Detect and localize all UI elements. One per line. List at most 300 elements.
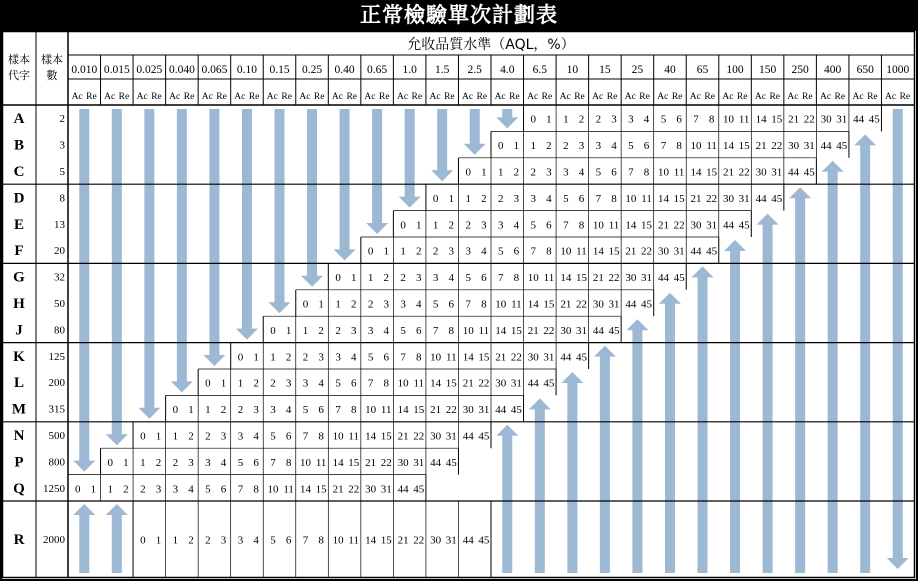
re-value: 6 — [285, 534, 292, 547]
ac-value: 30 — [788, 140, 800, 153]
re-value: 6 — [481, 272, 487, 285]
ac-value: 5 — [400, 324, 406, 337]
re-value: 22 — [771, 140, 783, 153]
sample-letter: H — [13, 296, 25, 312]
re-value: 22 — [803, 113, 815, 126]
aql-level-label: 0.15 — [269, 64, 290, 76]
re-value: 31 — [575, 324, 587, 337]
re-label: Re — [801, 92, 813, 102]
aql-level-label: 0.65 — [367, 64, 388, 76]
ac-value: 5 — [335, 377, 341, 390]
re-value: 3 — [416, 272, 422, 285]
re-label: Re — [639, 92, 650, 102]
re-value: 15 — [380, 534, 392, 547]
ac-value: 7 — [498, 272, 504, 285]
sample-size: 200 — [48, 377, 65, 390]
sample-size: 50 — [54, 298, 65, 310]
re-label: Re — [769, 92, 781, 102]
ac-value: 30 — [430, 534, 442, 547]
re-value: 6 — [676, 113, 682, 126]
re-value: 3 — [318, 351, 324, 364]
ac-value: 30 — [723, 192, 735, 205]
ac-value: 2 — [172, 456, 179, 469]
ac-value: 10 — [300, 456, 312, 469]
ac-value: 1 — [367, 272, 374, 285]
ac-value: 1 — [432, 219, 439, 232]
ac-value: 0 — [205, 377, 211, 390]
aql-level-label: 2.5 — [467, 64, 482, 76]
re-value: 6 — [643, 140, 650, 153]
re-value: 15 — [706, 166, 718, 179]
re-value: 2 — [383, 272, 389, 285]
ac-value: 1 — [172, 534, 179, 547]
sample-letter: D — [13, 190, 25, 207]
re-value: 4 — [383, 324, 389, 337]
ac-value: 44 — [723, 219, 735, 232]
re-value: 22 — [445, 404, 457, 417]
ac-value: 2 — [465, 219, 471, 232]
re-value: 15 — [315, 483, 327, 496]
re-value: 3 — [546, 166, 552, 179]
re-value: 22 — [478, 377, 490, 390]
ac-value: 5 — [367, 351, 374, 364]
sample-letter: L — [13, 375, 25, 392]
re-value: 1 — [123, 456, 129, 469]
re-value: 45 — [673, 272, 685, 285]
sample-size: 8 — [59, 192, 65, 205]
re-value: 11 — [315, 456, 327, 469]
re-value: 2 — [448, 219, 455, 232]
ac-value: 7 — [302, 534, 309, 547]
aql-level-label: 150 — [758, 64, 777, 76]
ac-value: 1 — [465, 192, 471, 205]
re-label: Re — [671, 92, 683, 102]
ac-value: 44 — [397, 483, 409, 496]
ac-value: 1 — [270, 351, 276, 364]
re-label: Re — [346, 92, 358, 102]
size-column-header: 樣本 — [41, 53, 63, 66]
ac-value: 21 — [462, 377, 474, 390]
ac-value: 14 — [462, 351, 474, 364]
re-value: 2 — [481, 192, 487, 205]
ac-value: 3 — [270, 404, 276, 417]
re-value: 3 — [611, 113, 617, 126]
ac-label: Ac — [462, 92, 474, 102]
ac-value: 2 — [205, 534, 211, 547]
ac-value: 10 — [397, 377, 409, 390]
ac-label: Ac — [396, 92, 409, 102]
ac-value: 7 — [660, 140, 667, 153]
re-value: 8 — [350, 404, 357, 417]
ac-value: 2 — [237, 404, 244, 417]
ac-value: 1 — [237, 377, 244, 390]
re-value: 6 — [513, 245, 520, 258]
sample-size: 2000 — [43, 534, 65, 546]
re-value: 45 — [771, 192, 783, 205]
ac-value: 2 — [140, 483, 146, 496]
ac-label: Ac — [819, 92, 832, 102]
re-value: 1 — [155, 534, 162, 547]
ac-value: 0 — [432, 192, 439, 205]
re-label: Re — [834, 92, 846, 102]
re-value: 22 — [413, 430, 425, 443]
re-value: 31 — [706, 219, 718, 232]
sample-size: 20 — [54, 245, 65, 258]
re-value: 8 — [285, 456, 292, 469]
ac-value: 14 — [430, 377, 442, 390]
ac-value: 44 — [592, 324, 604, 337]
ac-value: 1 — [400, 245, 406, 258]
aql-level-label: 100 — [726, 64, 744, 76]
ac-value: 7 — [563, 219, 569, 232]
re-label: Re — [606, 92, 618, 102]
re-value: 2 — [513, 166, 520, 179]
ac-value: 10 — [690, 140, 702, 153]
ac-value: 14 — [625, 219, 637, 232]
ac-value: 30 — [365, 483, 377, 496]
ac-value: 1 — [205, 404, 211, 417]
ac-value: 14 — [755, 113, 767, 126]
ac-value: 7 — [693, 113, 699, 126]
ac-value: 0 — [140, 430, 146, 443]
ac-value: 5 — [432, 298, 439, 311]
re-value: 45 — [575, 351, 587, 364]
ac-value: 30 — [820, 113, 832, 126]
re-value: 6 — [611, 166, 617, 179]
ac-label: Ac — [266, 92, 278, 102]
letter-column-header-line2: 代字 — [8, 69, 30, 82]
re-value: 8 — [416, 351, 422, 364]
re-value: 2 — [285, 351, 292, 364]
ac-value: 10 — [332, 430, 344, 443]
ac-value: 2 — [400, 272, 406, 285]
ac-value: 14 — [723, 140, 735, 153]
ac-value: 30 — [592, 298, 604, 311]
ac-value: 2 — [205, 430, 211, 443]
re-value: 31 — [510, 377, 522, 390]
ac-value: 30 — [657, 245, 669, 258]
re-value: 1 — [285, 324, 292, 337]
ac-value: 30 — [755, 166, 767, 179]
sample-size: 2 — [59, 113, 65, 126]
ac-value: 3 — [302, 377, 309, 390]
ac-label: Ac — [429, 92, 441, 102]
re-label: Re — [541, 92, 553, 102]
ac-value: 14 — [365, 430, 377, 443]
re-value: 6 — [383, 351, 389, 364]
ac-value: 10 — [495, 298, 507, 311]
sample-size: 1250 — [43, 482, 65, 495]
re-value: 45 — [510, 404, 522, 417]
ac-value: 44 — [853, 113, 865, 126]
re-value: 6 — [416, 324, 422, 337]
re-value: 2 — [318, 324, 324, 337]
re-value: 2 — [350, 298, 357, 311]
ac-value: 7 — [270, 456, 276, 469]
ac-value: 3 — [205, 456, 211, 469]
sample-letter: J — [15, 322, 23, 339]
re-value: 45 — [836, 140, 848, 153]
re-value: 1 — [448, 192, 455, 205]
re-value: 31 — [445, 430, 457, 443]
sample-size: 13 — [54, 218, 65, 231]
re-value: 1 — [513, 140, 520, 153]
ac-value: 2 — [595, 113, 602, 126]
re-label: Re — [704, 92, 715, 102]
re-value: 1 — [416, 219, 422, 232]
sample-letter: A — [13, 111, 25, 128]
ac-value: 14 — [300, 483, 312, 496]
re-value: 6 — [253, 456, 259, 469]
aql-level-label: 0.025 — [136, 64, 163, 76]
aql-level-label: 1000 — [886, 64, 910, 76]
aql-level-label: 25 — [631, 64, 644, 76]
re-value: 6 — [220, 483, 227, 496]
re-value: 31 — [738, 192, 750, 205]
sample-letter: K — [13, 348, 25, 365]
ac-value: 2 — [432, 245, 439, 258]
aql-level-label: 650 — [856, 64, 874, 76]
sample-letter: B — [13, 137, 25, 154]
re-value: 3 — [220, 430, 227, 443]
re-value: 2 — [253, 377, 259, 390]
aql-level-label: 0.10 — [236, 64, 258, 76]
ac-label: Ac — [494, 92, 506, 102]
ac-value: 10 — [723, 113, 735, 126]
re-value: 4 — [643, 113, 650, 126]
ac-value: 21 — [527, 324, 539, 337]
ac-value: 0 — [172, 404, 179, 417]
re-value: 31 — [478, 404, 490, 417]
re-value: 3 — [253, 404, 259, 417]
ac-value: 21 — [690, 192, 702, 205]
ac-value: 21 — [430, 404, 442, 417]
ac-label: Ac — [527, 92, 539, 102]
re-label: Re — [248, 92, 260, 102]
re-label: Re — [867, 92, 878, 102]
re-value: 15 — [380, 430, 392, 443]
ac-value: 44 — [527, 377, 539, 390]
aql-level-label: 0.40 — [334, 64, 355, 76]
ac-value: 44 — [560, 351, 572, 364]
re-value: 4 — [253, 534, 259, 547]
ac-label: Ac — [364, 92, 376, 102]
ac-value: 44 — [788, 166, 800, 179]
ac-value: 7 — [237, 483, 244, 496]
aql-header-label: 允收品質水準（AQL，%） — [407, 37, 575, 53]
re-value: 11 — [283, 483, 294, 496]
re-value: 3 — [448, 245, 455, 258]
re-value: 1 — [90, 483, 97, 496]
ac-value: 21 — [592, 272, 604, 285]
re-value: 31 — [445, 534, 457, 547]
re-value: 45 — [738, 219, 750, 232]
re-value: 45 — [706, 245, 718, 258]
re-value: 22 — [706, 192, 718, 205]
re-value: 45 — [868, 113, 880, 126]
ac-value: 44 — [495, 404, 507, 417]
re-value: 22 — [738, 166, 750, 179]
ac-value: 7 — [367, 377, 374, 390]
re-value: 4 — [546, 192, 552, 205]
ac-value: 0 — [75, 483, 81, 496]
re-value: 11 — [478, 324, 490, 337]
re-value: 8 — [676, 140, 682, 153]
ac-value: 0 — [367, 245, 374, 258]
re-value: 2 — [188, 534, 194, 547]
ac-value: 1 — [172, 430, 179, 443]
size-column-header-line2: 數 — [46, 69, 58, 82]
sample-letter: P — [14, 454, 24, 471]
re-value: 4 — [513, 219, 520, 232]
re-value: 11 — [348, 534, 359, 547]
re-value: 8 — [481, 298, 487, 311]
sample-size: 5 — [59, 166, 65, 178]
ac-value: 10 — [592, 219, 604, 232]
re-value: 8 — [253, 483, 259, 496]
ac-value: 44 — [430, 456, 442, 469]
re-value: 8 — [708, 113, 715, 126]
re-value: 11 — [380, 404, 392, 417]
re-value: 1 — [188, 404, 194, 417]
sample-letter: Q — [13, 480, 25, 497]
re-value: 22 — [608, 272, 620, 285]
ac-value: 5 — [302, 404, 309, 417]
aql-level-label: 1.5 — [435, 64, 450, 76]
ac-value: 0 — [237, 351, 244, 364]
re-value: 8 — [318, 430, 324, 443]
ac-value: 0 — [302, 298, 309, 311]
re-value: 4 — [448, 272, 455, 285]
ac-value: 2 — [302, 351, 309, 364]
ac-value: 7 — [628, 166, 634, 179]
ac-value: 5 — [660, 113, 667, 126]
ac-label: Ac — [331, 92, 343, 102]
ac-value: 0 — [335, 272, 341, 285]
re-value: 11 — [576, 245, 587, 258]
re-value: 11 — [673, 166, 685, 179]
ac-value: 21 — [755, 140, 767, 153]
ac-value: 3 — [335, 351, 341, 364]
ac-value: 7 — [335, 404, 341, 417]
ac-value: 30 — [527, 351, 539, 364]
re-value: 15 — [478, 351, 490, 364]
re-value: 3 — [285, 377, 292, 390]
re-value: 1 — [253, 351, 259, 364]
ac-label: Ac — [104, 92, 116, 102]
ac-label: Ac — [299, 92, 311, 102]
re-value: 4 — [285, 404, 292, 417]
ac-value: 30 — [690, 219, 702, 232]
re-value: 2 — [578, 113, 585, 126]
ac-value: 21 — [397, 534, 409, 547]
re-value: 2 — [546, 140, 552, 153]
re-value: 2 — [155, 456, 162, 469]
re-value: 6 — [318, 404, 324, 417]
re-value: 15 — [771, 113, 783, 126]
page-title: 正常檢驗單次計劃表 — [360, 3, 558, 27]
ac-value: 21 — [397, 430, 409, 443]
re-value: 3 — [383, 298, 389, 311]
sample-letter: R — [13, 532, 25, 548]
ac-label: Ac — [689, 92, 701, 102]
ac-value: 14 — [332, 456, 344, 469]
ac-value: 14 — [657, 192, 669, 205]
ac-value: 0 — [530, 113, 537, 126]
sample-size: 125 — [48, 350, 65, 363]
ac-value: 10 — [365, 404, 377, 417]
ac-value: 7 — [530, 245, 537, 258]
aql-level-label: 40 — [664, 64, 676, 76]
re-label: Re — [216, 92, 227, 102]
sample-letter: C — [13, 164, 25, 180]
ac-label: Ac — [624, 92, 636, 102]
re-value: 8 — [318, 534, 324, 547]
ac-value: 10 — [267, 483, 279, 496]
re-value: 15 — [608, 245, 620, 258]
re-value: 15 — [575, 272, 587, 285]
ac-value: 1 — [530, 140, 537, 153]
re-value: 1 — [383, 245, 389, 258]
ac-value: 30 — [625, 272, 637, 285]
ac-label: Ac — [852, 92, 864, 102]
sample-letter: E — [13, 216, 25, 233]
ac-value: 44 — [625, 298, 637, 311]
aql-level-label: 4.0 — [500, 64, 515, 76]
ac-value: 10 — [332, 534, 344, 547]
aql-level-label: 65 — [696, 64, 709, 76]
aql-level-label: 0.25 — [301, 64, 323, 76]
re-value: 22 — [641, 245, 653, 258]
re-value: 45 — [445, 456, 457, 469]
ac-label: Ac — [657, 92, 669, 102]
re-value: 1 — [155, 430, 162, 443]
ac-value: 21 — [495, 351, 507, 364]
sample-letter: G — [13, 269, 25, 286]
re-value: 3 — [188, 456, 194, 469]
ac-label: Ac — [71, 92, 83, 102]
ac-value: 14 — [527, 298, 539, 311]
re-value: 1 — [220, 377, 227, 390]
re-value: 4 — [416, 298, 422, 311]
ac-value: 2 — [367, 298, 374, 311]
re-value: 31 — [380, 483, 392, 496]
re-value: 4 — [350, 351, 357, 364]
re-value: 31 — [836, 113, 848, 126]
ac-value: 10 — [657, 166, 669, 179]
ac-value: 3 — [595, 140, 602, 153]
re-value: 2 — [220, 404, 227, 417]
re-value: 1 — [481, 166, 487, 179]
ac-value: 5 — [595, 166, 602, 179]
ac-value: 44 — [690, 245, 702, 258]
ac-value: 0 — [498, 140, 504, 153]
re-label: Re — [313, 92, 325, 102]
aql-level-label: 0.010 — [71, 64, 98, 76]
ac-value: 0 — [107, 456, 114, 469]
ac-label: Ac — [722, 92, 734, 102]
ac-value: 2 — [498, 192, 504, 205]
re-value: 31 — [803, 140, 815, 153]
ac-value: 1 — [140, 456, 146, 469]
re-value: 31 — [641, 272, 653, 285]
ac-value: 0 — [400, 219, 406, 232]
ac-value: 1 — [335, 298, 341, 311]
ac-label: Ac — [234, 92, 246, 102]
re-label: Re — [86, 92, 97, 102]
re-value: 15 — [543, 298, 555, 311]
re-label: Re — [476, 92, 488, 102]
